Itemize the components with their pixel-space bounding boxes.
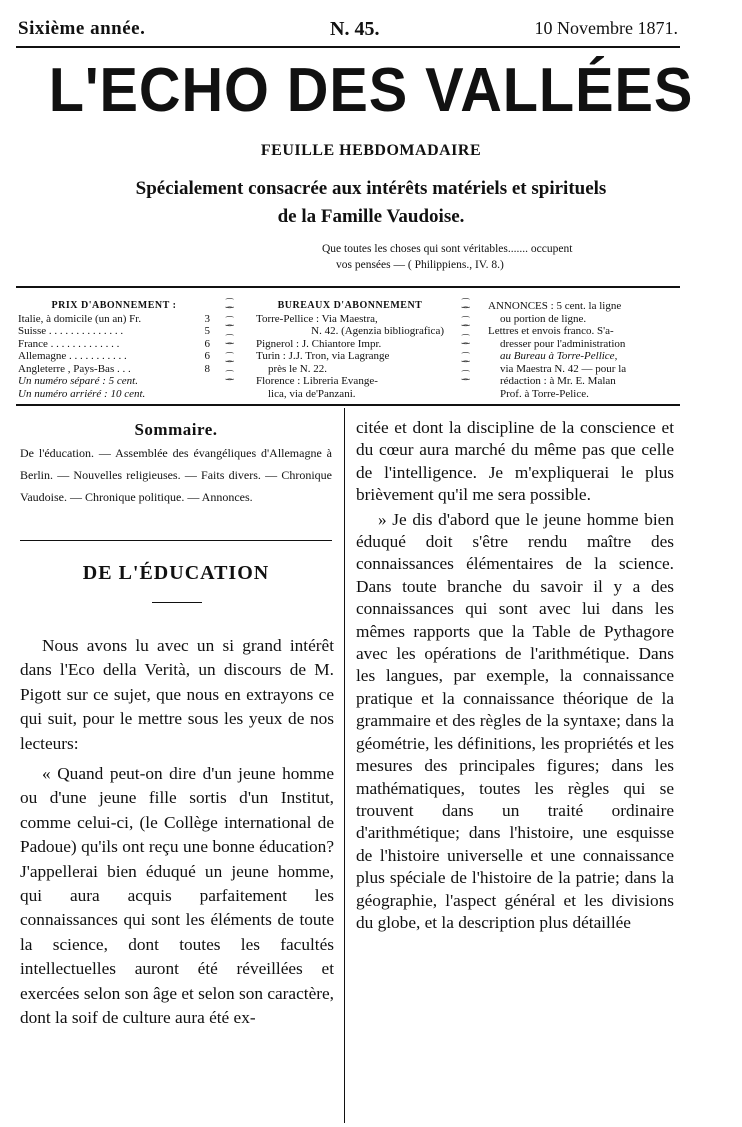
info-rule xyxy=(16,404,680,406)
back-issue-note: Un numéro arriéré : 10 cent. xyxy=(18,387,146,400)
office-line: Pignerol : J. Chiantore Impr. xyxy=(256,337,382,350)
announce-line: ANNONCES : 5 cent. la ligne xyxy=(488,300,622,312)
title-ornament-rule xyxy=(152,602,202,603)
newspaper-subtitle: FEUILLE HEBDOMADAIRE xyxy=(260,142,482,159)
tagline-line-2: de la Famille Vaudoise. xyxy=(277,206,465,227)
office-line: lica, via de'Panzani. xyxy=(268,387,356,400)
announce-line: dresser pour l'administration xyxy=(500,337,626,350)
announce-line: via Maestra N. 42 — pour la xyxy=(500,362,627,375)
sommaire-rule xyxy=(20,540,332,541)
price-row: Italie, à domicile (un an) Fr. 3 xyxy=(18,312,210,325)
offices-box xyxy=(256,300,444,400)
single-issue-note: Un numéro séparé : 5 cent. xyxy=(18,375,138,387)
announce-line: Lettres et envois franco. S'a- xyxy=(488,325,614,337)
column-divider xyxy=(344,408,345,1123)
article-paragraph: citée et dont la discipline de la conscience et du cœur aura marché du même pas que celle de l'intelligence. Je m'expliquerai le plus brièvement qu'il me sera possible. xyxy=(356,418,674,505)
article-paragraph: Nous avons lu avec un si grand intérêt dans l'Eco della Verità, un discours de M. Pigott sur ce sujet, que nous en extrayons ce qui suit, pour le mettre sous les yeux de nos lecteurs: xyxy=(20,636,334,753)
office-line: N. 42. (Agenzia bibliografica) xyxy=(311,325,444,337)
price-row: Angleterre , Pays-Bas . . . 8 xyxy=(18,362,210,375)
announce-line: rédaction : à Mr. E. Malan xyxy=(500,375,616,387)
offices-heading: BUREAUX D'ABONNEMENT xyxy=(277,300,423,311)
article-left-column xyxy=(20,634,334,1031)
issue-line xyxy=(18,18,678,42)
sommaire-title: Sommaire. xyxy=(134,420,218,439)
announce-line: ou portion de ligne. xyxy=(500,312,587,325)
masthead-rule xyxy=(16,286,680,288)
newspaper-title: L'ECHO DES VALLÉES xyxy=(48,56,694,125)
motto-line-1: Que toutes les choses qui sont véritables....... occupent xyxy=(322,243,573,255)
price-row: France . . . . . . . . . . . . . 6 xyxy=(18,337,210,350)
top-rule xyxy=(16,46,680,48)
motto-line-2: vos pensées — ( Philippiens., IV. 8.) xyxy=(336,259,504,271)
issue-date: 10 Novembre 1871. xyxy=(534,18,678,38)
column-separator: ⁐ ⁀ ⁐ ⁀ ⁐ ⁀ ⁐ ⁀ ⁐ ⁀ xyxy=(226,299,234,390)
price-row: Suisse . . . . . . . . . . . . . . 5 xyxy=(18,325,210,337)
article-paragraph: » Je dis d'abord que le jeune homme bien éduqué doit s'être rendu maître des connaissances élémentaires de la science. Dans toute branche du savoir il y a des connaissances qui sont avec lui dans les mêmes rapports que la Table de Pythagore avec les opérations de l'arithmétique. Dans les langues, par exemple, la connaissance pratique et la connaissance théorique de la grammaire et des règles de la syntaxe; dans la géométrie, les définitions, les propriétés et les mesures des principales figures; dans les mathématiques, toutes les règles qui se trouvent dans un traité ordinaire d'arithmétique; dans l'histoire, une esquisse de l'histoire universelle et une connaissance plus spéciale de l'histoire de la patrie; dans la géographie, l'aspect général et les divisions du globe, et la description plus détaillée xyxy=(356,509,674,932)
announce-line: Prof. à Torre-Pelice. xyxy=(500,387,589,400)
issue-number: N. 45. xyxy=(330,18,380,40)
article-paragraph: « Quand peut-on dire d'un jeune homme ou d'une jeune fille sortis d'un Institut, comme celui-ci, (le Collège international de Padoue) qu'ils ont reçu une bonne éducation? J'appellerai bien éduqué un jeune homme, qui aura acquis parfaitement les connaissances qui sont les éléments de toute la science, dont toutes les facultés intellectuelles auront été réveillées et exercées selon son âge et selon son caractère, dont la soif de culture aura été ex- xyxy=(20,764,334,1028)
announce-line: au Bureau à Torre-Pellice, xyxy=(500,350,618,362)
issue-year: Sixième année. xyxy=(18,18,146,39)
price-row: Allemagne . . . . . . . . . . . 6 xyxy=(18,350,210,362)
subscription-heading: PRIX D'ABONNEMENT : xyxy=(51,300,177,311)
office-line: Torre-Pellice : Via Maestra, xyxy=(256,312,378,325)
column-separator: ⁐ ⁀ ⁐ ⁀ ⁐ ⁀ ⁐ ⁀ ⁐ ⁀ xyxy=(462,299,470,390)
office-line: Florence : Libreria Evange- xyxy=(256,375,378,387)
office-line: Turin : J.J. Tron, via Lagrange xyxy=(256,350,390,362)
subscription-box xyxy=(18,300,210,400)
announcements-box xyxy=(488,300,678,400)
article-title: DE L'ÉDUCATION xyxy=(82,562,270,584)
tagline-line-1: Spécialement consacrée aux intérêts matériels et spirituels xyxy=(135,178,607,199)
office-line: près le N. 22. xyxy=(268,362,327,375)
sommaire-text: De l'éducation. — Assemblée des évangéliques d'Allemagne à Berlin. — Nouvelles religieuses. — Faits divers. — Chronique Vaudoise. — Chronique politique. — Annonces. xyxy=(20,446,332,504)
article-right-column xyxy=(356,417,674,934)
